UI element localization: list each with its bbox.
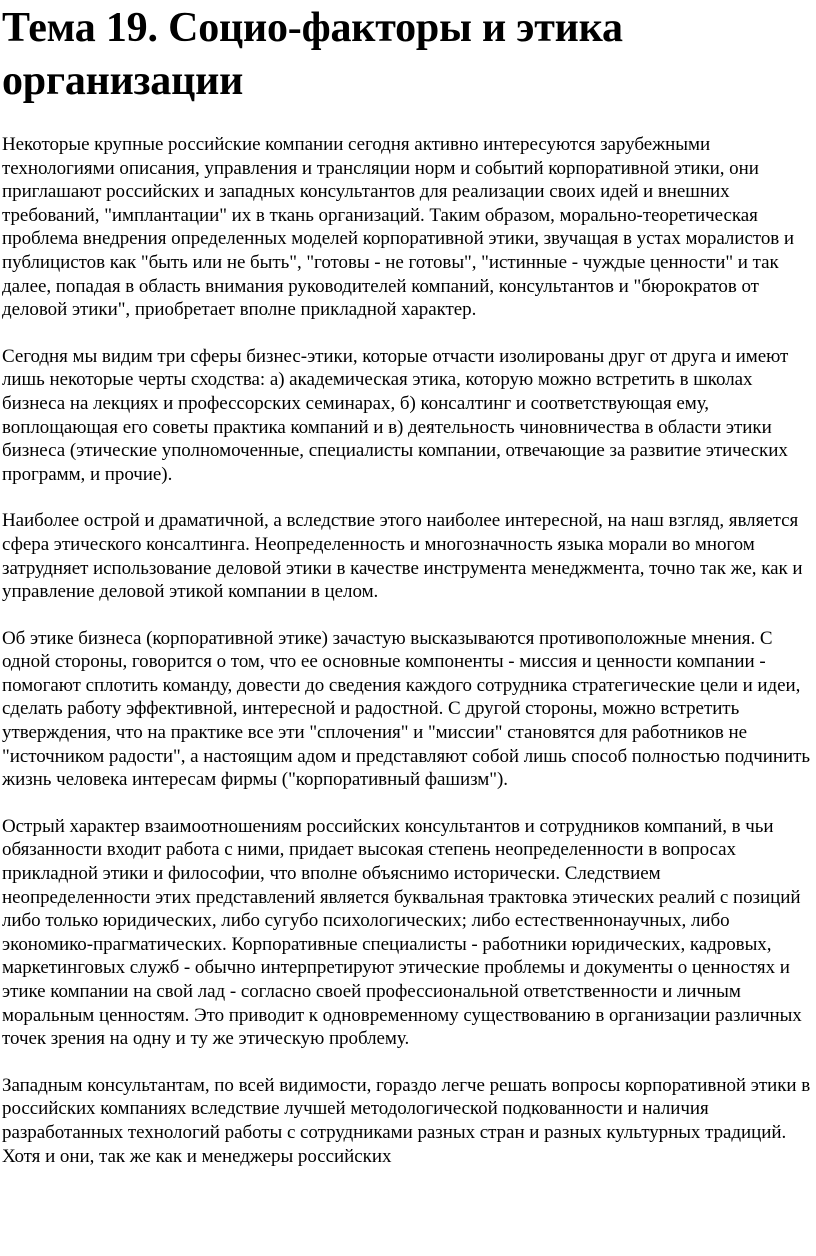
page-title: Тема 19. Социо-факторы и этика организации [2, 5, 623, 104]
paragraph-3: Наиболее острой и драматичной, а вследствие этого наиболее интересной, на наш взгляд, является сфера этического консалтинга. Неопределенность и многозначность языка морали во многом затрудняет использование деловой этики в качестве инструмента менеджмента, точно так же, как и управление деловой этикой компании в целом. [2, 510, 803, 603]
paragraph-6: Западным консультантам, по всей видимости, гораздо легче решать вопросы корпоративной этики в российских компаниях вследствие лучшей методологической подкованности и наличия разработанных технологий работы с сотрудниками разных стран и разных культурных традиций. Хотя и они, так же как и менеджеры российских [2, 1074, 811, 1167]
paragraph-2: Сегодня мы видим три сферы бизнес-этики, которые отчасти изолированы друг от друга и имеют лишь некоторые черты сходства: а) академическая этика, которую можно встретить в школах бизнеса на лекциях и профессорских семинарах, б) консалтинг и соответствующая ему, воплощающая его советы практика компаний и в) деятельность чиновничества в области этики бизнеса (этические уполномоченные, специалисты компании, отвечающие за развитие этических программ, и прочие). [2, 345, 789, 485]
document-page [2, 0, 812, 1168]
paragraph-4: Об этике бизнеса (корпоративной этике) зачастую высказываются противоположные мнения. С одной стороны, говорится о том, что ее основные компоненты - миссия и ценности компании - помогают сплотить команду, довести до сведения каждого сотрудника стратегические цели и идеи, сделать работу эффективной, интересной и радостной. С другой стороны, можно встретить утверждения, что на практике все эти "сплочения" и "миссии" становятся для работников не "источником радости", а настоящим адом и представляют собой лишь способ полностью подчинить жизнь человека интересам фирмы ("корпоративный фашизм"). [2, 627, 811, 791]
paragraph-1: Некоторые крупные российские компании сегодня активно интересуются зарубежными технологиями описания, управления и трансляции норм и событий корпоративной этики, они приглашают российских и западных консультантов для реализации своих идей и внешних требований, "имплантации" их в ткань организаций. Таким образом, морально-теоретическая проблема внедрения определенных моделей корпоративной этики, звучащая в устах моралистов и публицистов как "быть или не быть", "готовы - не готовы", "истинные - чуждые ценности" и так далее, попадая в область внимания руководителей компаний, консультантов и "бюрократов от деловой этики", приобретает вполне прикладной характер. [2, 134, 795, 321]
paragraph-5: Острый характер взаимоотношениям российских консультантов и сотрудников компаний, в чьи обязанности входит работа с ними, придает высокая степень неопределенности в вопросах прикладной этики и философии, что вполне объяснимо исторически. Следствием неопределенности этих представлений является буквальная трактовка этических реалий с позиций либо только юридических, либо сугубо психологических; либо естественнонаучных, либо экономико-прагматических. Корпоративные специалисты - работники юридических, кадровых, маркетинговых служб - обычно интерпретируют этические проблемы и документы о ценностях и этике компании на свой лад - согласно своей профессиональной ответственности и личным моральным ценностям. Это приводит к одновременному существованию в организации различных точек зрения на одну и ту же этическую проблему. [2, 815, 802, 1050]
